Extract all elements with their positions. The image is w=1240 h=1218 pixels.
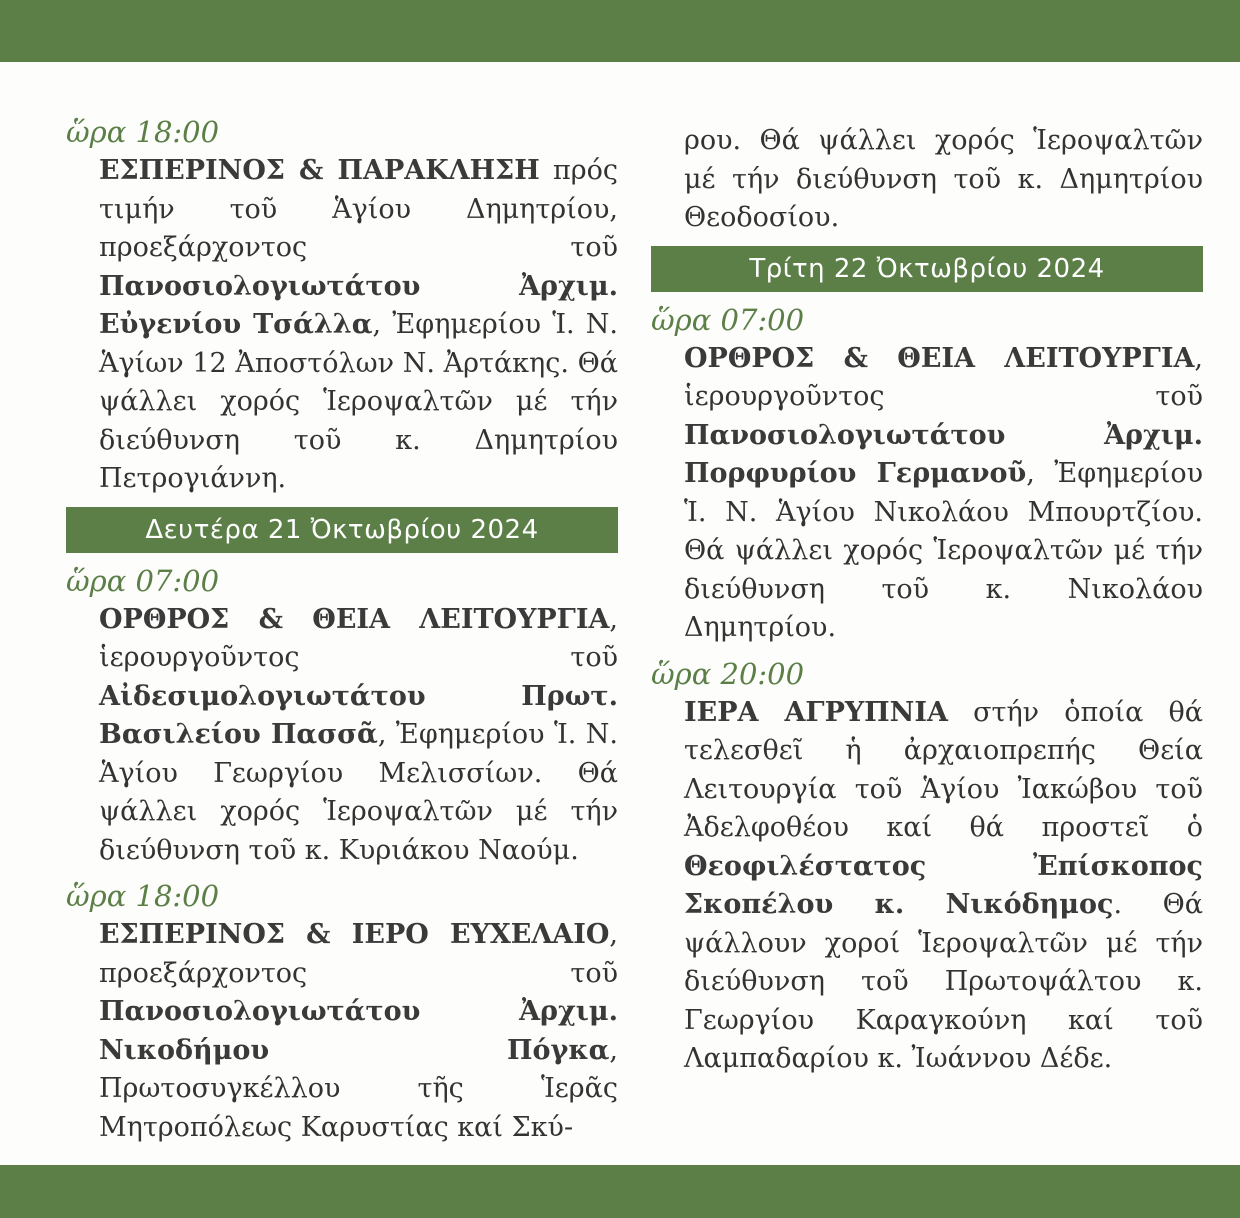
event-title: ΕΣΠΕΡΙΝΟΣ & ΙΕΡΟ ΕΥΧΕΛΑΙΟ	[99, 919, 610, 950]
event-text: , Ἐφημερίου Ἱ. Ν. Ἁγίων 12 Ἀποστόλων Ν. Ἀρτάκης. Θά ψάλλει χορός Ἱεροψαλτῶν μέ τήν διεύθυνση τοῦ κ. Δημητρίου Πετρογιάννη.	[99, 309, 618, 494]
event-description	[684, 340, 1203, 648]
event-text: , ἱερουργοῦντος τοῦ	[99, 603, 618, 673]
celebrant-name: Αἰδεσιμολογιωτάτου Πρωτ. Βασιλείου Πασσᾶ	[99, 680, 618, 750]
celebrant-name: Πανοσιολογιωτάτου Ἀρχιμ. Εὐγενίου Τσάλλα	[99, 270, 618, 340]
event-description	[684, 694, 1203, 1079]
event-time: ὥρα 20:00	[651, 656, 805, 691]
event-description-continued: ρου. Θά ψάλλει χορός Ἱεροψαλτῶν μέ τήν διεύθυνση τοῦ κ. Δημητρίου Θεοδοσίου.	[684, 125, 1203, 233]
event-title: ΕΣΠΕΡΙΝΟΣ & ΠΑΡΑΚΛΗΣΗ	[99, 155, 540, 186]
event-text: , Ἐφημερίου Ἱ. Ν. Ἁγίου Γεωργίου Μελισσίων. Θά ψάλλει χορός Ἱεροψαλτῶν μέ τήν διεύθυνση τοῦ κ. Κυριάκου Ναούμ.	[99, 719, 618, 866]
day-header: Δευτέρα 21 Ὀκτωβρίου 2024	[66, 507, 618, 553]
event-title: ΙΕΡΑ ΑΓΡΥΠΝΙΑ	[684, 696, 948, 728]
top-green-band	[0, 0, 1240, 62]
celebrant-name: Θεοφιλέστατος Ἐπίσκοπος Σκοπέλου κ. Νικόδημος	[684, 850, 1203, 920]
event-time: ὥρα 18:00	[66, 115, 220, 149]
event-text: . Θά ψάλλουν χοροί Ἱεροψαλτῶν μέ τήν διεύθυνση τοῦ Πρωτοψάλτου κ. Γεωργίου Καραγκούνη καί τοῦ Λαμπαδαρίου κ. Ἰωάννου Δέδε.	[684, 889, 1203, 1074]
event-title: ΟΡΘΡΟΣ & ΘΕΙΑ ΛΕΙΤΟΥΡΓΙΑ	[99, 603, 610, 635]
celebrant-name: Πανοσιολογιωτάτου Ἀρχιμ. Πορφυρίου Γερμανοῦ	[684, 419, 1203, 489]
event-text: , προεξάρχοντος τοῦ	[99, 919, 618, 989]
bottom-green-band	[0, 1165, 1240, 1218]
left-column	[66, 112, 618, 1153]
event-text: στήν ὁποία θά τελεσθεῖ ἡ ἀρχαιοπρεπής Θεία Λειτουργία τοῦ Ἁγίου Ἰακώβου τοῦ Ἀδελφοθέου καί θά προστεῖ ὁ	[684, 696, 1203, 843]
event-text: , Ἐφημερίου Ἱ. Ν. Ἁγίου Νικολάου Μπουρτζίου. Θά ψάλλει χορός Ἱεροψαλτῶν μέ τήν διεύθυνση τοῦ κ. Νικολάου Δημητρίου.	[684, 458, 1203, 643]
celebrant-name: Πανοσιολογιωτάτου Ἀρχιμ. Νικοδήμου Πόγκα	[99, 996, 618, 1066]
event-time: ὥρα 07:00	[66, 563, 220, 598]
event-description	[99, 916, 618, 1147]
day-header: Τρίτη 22 Ὀκτωβρίου 2024	[651, 246, 1203, 292]
event-description	[99, 601, 618, 871]
event-time: ὥρα 07:00	[651, 302, 805, 337]
event-description	[99, 152, 618, 499]
event-text: πρός τιμήν τοῦ Ἁγίου Δημητρίου, προεξάρχοντος τοῦ	[99, 155, 618, 263]
right-column	[651, 122, 1203, 1085]
event-text: , ἱερουργοῦντος τοῦ	[684, 342, 1203, 412]
event-text: , Πρωτοσυγκέλλου τῆς Ἱερᾶς Μητροπόλεως Καρυστίας καί Σκύ-	[99, 1034, 618, 1143]
event-time: ὥρα 18:00	[66, 879, 220, 913]
event-title: ΟΡΘΡΟΣ & ΘΕΙΑ ΛΕΙΤΟΥΡΓΙΑ	[684, 342, 1195, 374]
